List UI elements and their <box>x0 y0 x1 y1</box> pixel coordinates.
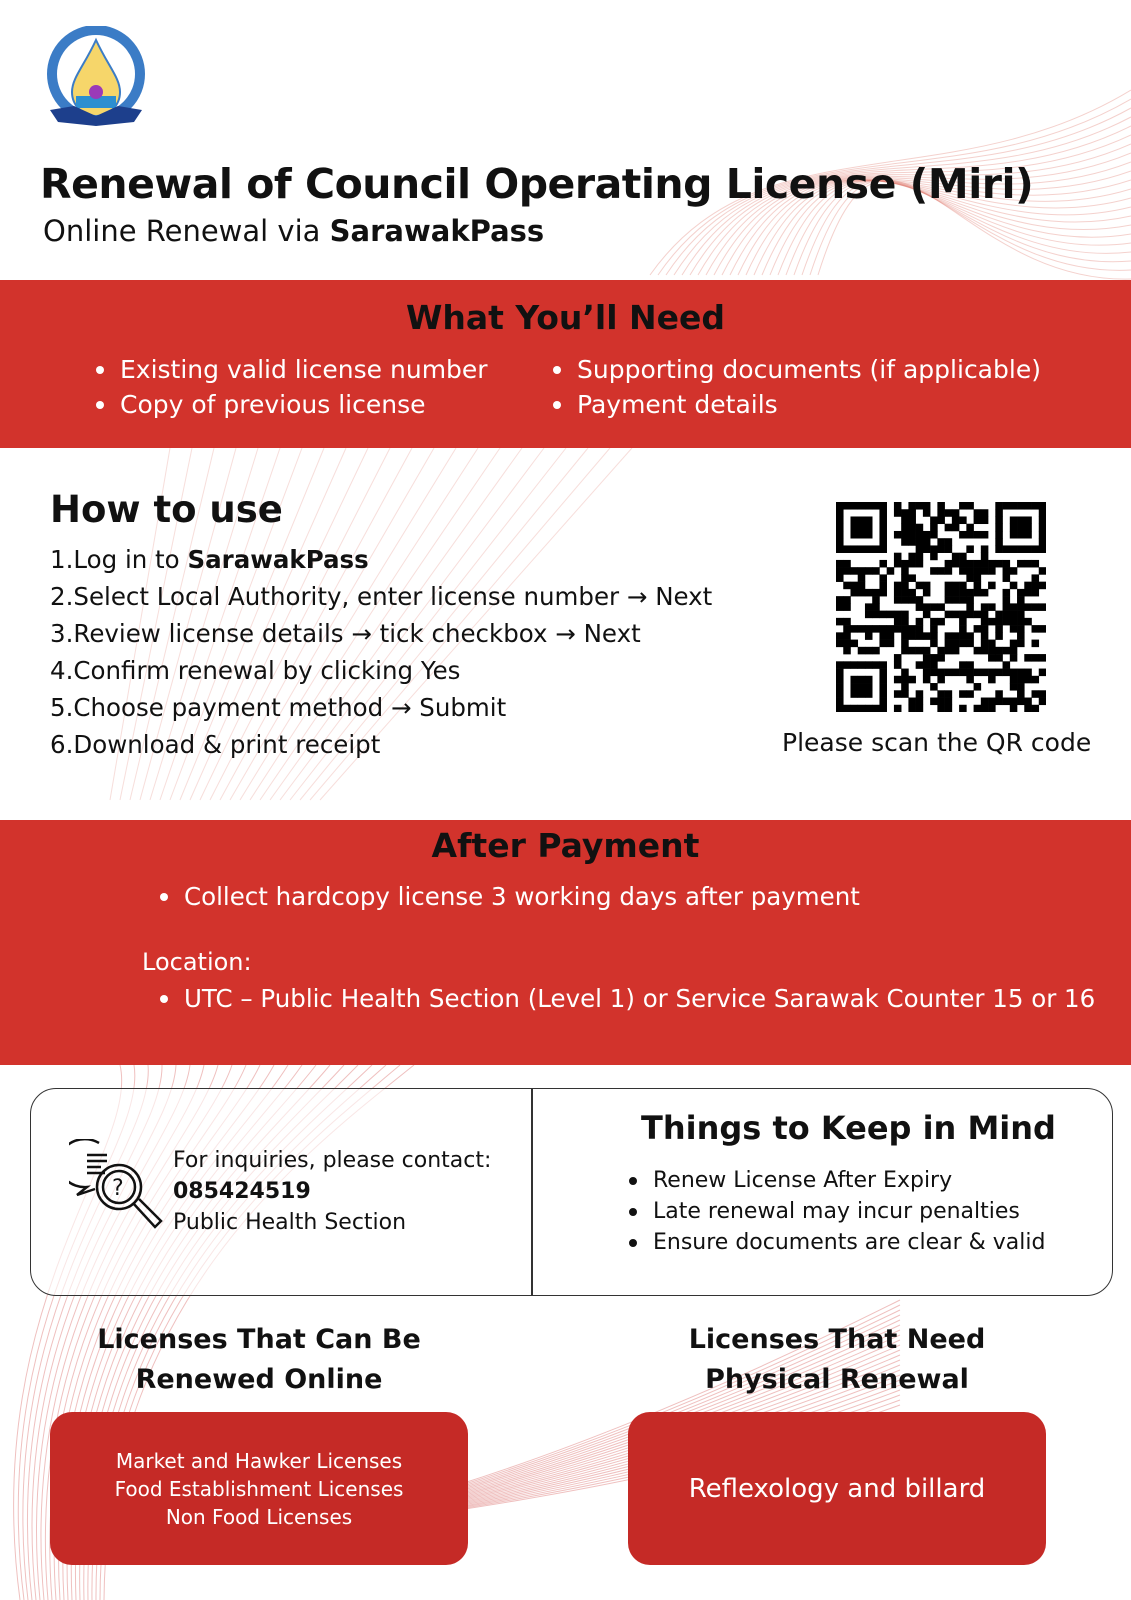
qr-code[interactable] <box>836 502 1046 712</box>
step-number: 6. <box>50 730 74 759</box>
title-line: Physical Renewal <box>705 1364 969 1395</box>
list-item: Supporting documents (if applicable) <box>549 352 1041 387</box>
license-item: Non Food Licenses <box>165 1504 353 1529</box>
section-title: After Payment <box>431 826 700 865</box>
physical-licenses-card <box>628 1412 1046 1565</box>
location-label: Location: <box>142 948 252 976</box>
how-to-use-title: How to use <box>50 488 283 531</box>
contact-phone[interactable]: 085424519 <box>173 1179 311 1204</box>
council-logo <box>44 26 148 132</box>
title-line: Licenses That Need <box>688 1324 986 1355</box>
step-item <box>50 578 712 615</box>
step-text: Download & print receipt <box>73 730 381 759</box>
step-text: Review license details → tick checkbox → Next <box>73 619 641 648</box>
keep-in-mind-list <box>625 1165 1045 1258</box>
list-item: Copy of previous license <box>92 387 488 422</box>
title-line: Renewed Online <box>135 1364 383 1395</box>
subtitle-text: Online Renewal via <box>43 214 330 248</box>
step-number: 4. <box>50 656 74 685</box>
steps-list <box>50 541 712 763</box>
list-item: Existing valid license number <box>92 352 488 387</box>
keep-in-mind-title: Things to Keep in Mind <box>641 1109 1056 1147</box>
inquiry-search-icon <box>69 1139 169 1239</box>
contact-info <box>173 1145 491 1238</box>
info-box <box>30 1088 1113 1296</box>
need-list-left <box>92 352 488 422</box>
step-number: 3. <box>50 619 74 648</box>
location-list <box>156 984 1095 1013</box>
step-number: 1. <box>50 545 74 574</box>
list-item: Payment details <box>549 387 1041 422</box>
online-licenses-title <box>50 1320 468 1400</box>
step-item <box>50 541 712 578</box>
license-item: Market and Hawker Licenses <box>115 1448 403 1473</box>
list-item: Renew License After Expiry <box>625 1165 1045 1196</box>
qr-caption: Please scan the QR code <box>782 728 1092 757</box>
what-you-need-section <box>0 280 1131 448</box>
license-item: Food Establishment Licenses <box>114 1476 404 1501</box>
after-payment-section <box>0 820 1131 1065</box>
step-item <box>50 615 712 652</box>
step-number: 2. <box>50 582 74 611</box>
contact-dept: Public Health Section <box>173 1210 407 1235</box>
step-text: Log in to <box>73 545 188 574</box>
divider <box>531 1089 533 1295</box>
step-item <box>50 726 712 763</box>
section-title: What You’ll Need <box>405 298 726 337</box>
title-line: Licenses That Can Be <box>97 1324 421 1355</box>
list-item: Ensure documents are clear & valid <box>625 1227 1045 1258</box>
list-item: Collect hardcopy license 3 working days after payment <box>156 882 860 911</box>
license-item: Reflexology and billard <box>688 1473 986 1504</box>
physical-licenses-title <box>628 1320 1046 1400</box>
step-item <box>50 652 712 689</box>
step-bold: SarawakPass <box>187 545 369 574</box>
need-list-right <box>549 352 1041 422</box>
page-subtitle <box>43 214 544 248</box>
list-item: UTC – Public Health Section (Level 1) or Service Sarawak Counter 15 or 16 <box>156 984 1095 1013</box>
subtitle-brand: SarawakPass <box>329 214 545 248</box>
step-text: Select Local Authority, enter license number → Next <box>73 582 713 611</box>
step-item <box>50 689 712 726</box>
list-item: Late renewal may incur penalties <box>625 1196 1045 1227</box>
page-title: Renewal of Council Operating License (Miri) <box>40 160 1034 208</box>
svg-text:?: ? <box>112 1176 124 1201</box>
step-text: Confirm renewal by clicking Yes <box>73 656 461 685</box>
step-number: 5. <box>50 693 74 722</box>
contact-label: For inquiries, please contact: <box>173 1148 492 1173</box>
step-text: Choose payment method → Submit <box>73 693 507 722</box>
online-licenses-card <box>50 1412 468 1565</box>
after-list <box>156 882 860 911</box>
